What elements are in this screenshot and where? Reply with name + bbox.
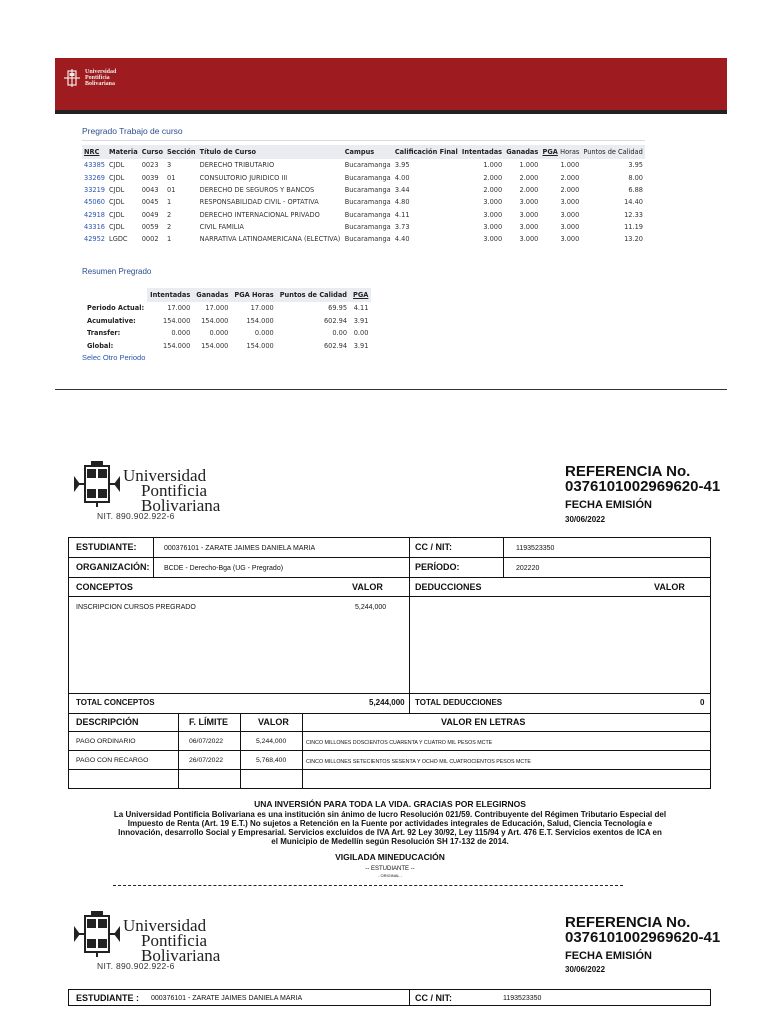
copy-sublabel: - ORIGINAL - <box>378 873 402 878</box>
subject: CJDL <box>109 210 125 219</box>
ccnit-value: 1193523350 <box>516 545 555 552</box>
subject: CJDL <box>109 173 125 182</box>
course-number: 0049 <box>141 210 159 219</box>
logo-word-3: Bolivariana <box>141 946 221 965</box>
campus: Bucaramanga <box>344 161 391 170</box>
issue-date-label: FECHA EMISIÓN <box>565 499 652 511</box>
ccnit-label: CC / NIT: <box>415 993 452 1003</box>
summary-col-puntos: Puntos de Calidad <box>277 288 350 302</box>
student-value: 000376101 - ZARATE JAIMES DANIELA MARIA <box>164 545 316 552</box>
col-horas: Horas <box>560 148 580 156</box>
summary-earned: 154.000 <box>201 316 229 325</box>
pay-surcharge-value: 5,768,400 <box>256 757 287 764</box>
summary-gpa: 3.91 <box>353 316 369 325</box>
col-materia: Materia <box>107 145 140 159</box>
final-grade: 4.40 <box>394 235 410 244</box>
summary-gpa-hours: 154.000 <box>246 342 274 351</box>
logo-word-3: Bolivariana <box>141 496 221 515</box>
course-title: CONSULTORIO JURIDICO III <box>199 173 288 182</box>
subject: CJDL <box>109 161 125 170</box>
gpa-hours: 3.000 <box>560 210 580 219</box>
page-divider <box>55 389 727 390</box>
col-divider <box>409 989 410 1006</box>
earned: 3.000 <box>519 210 539 219</box>
col-campus: Campus <box>343 145 393 159</box>
course-row <box>82 196 645 208</box>
quality-points: 13.20 <box>624 235 643 244</box>
course-number: 0059 <box>141 223 159 232</box>
nrc-link[interactable]: 43385 <box>84 161 105 170</box>
banner-logo-word-3: Bolivariana <box>85 81 116 87</box>
col-curso: Curso <box>140 145 165 159</box>
quality-points: 12.33 <box>624 210 643 219</box>
gpa-hours: 3.000 <box>560 223 580 232</box>
reference-number: 0376101002969620-41 <box>565 929 721 946</box>
concept-item-value: 5,244,000 <box>355 604 387 611</box>
campus: Bucaramanga <box>344 235 391 244</box>
course-row <box>82 221 645 233</box>
legal-line-1: La Universidad Pontificia Bolivariana es una institución sin ánimo de lucro Resolución 021/59. Contribuyente del Régimen Tributario Especial del <box>113 810 667 819</box>
final-grade: 4.80 <box>394 198 410 207</box>
summary-label: Transfer: <box>87 329 121 338</box>
cut-line <box>113 885 623 886</box>
receipt-logo-copy <box>72 910 220 963</box>
earned: 3.000 <box>519 235 539 244</box>
attempted: 3.000 <box>483 198 503 207</box>
summary-gpa-hours: 154.000 <box>246 316 274 325</box>
organization-value: BCDE - Derecho-Bga (UG - Pregrado) <box>164 565 284 572</box>
course-row <box>82 233 645 245</box>
final-grade: 4.11 <box>394 210 410 219</box>
crest-icon <box>72 460 122 508</box>
col-divider <box>153 537 154 577</box>
copy-label: -- ESTUDIANTE -- <box>365 866 415 872</box>
slogan: UNA INVERSIÓN PARA TODA LA VIDA. GRACIAS POR ELEGIRNOS <box>254 799 526 809</box>
earned: 2.000 <box>519 185 539 194</box>
banner-divider <box>55 110 727 114</box>
course-row <box>82 184 645 196</box>
summary-gpa: 4.11 <box>353 304 369 313</box>
legal-line-4: el Municipio de Medellín según Resolución SH 17-132 de 2014. <box>271 837 509 846</box>
quality-points: 3.95 <box>628 161 643 170</box>
col-seccion: Sección <box>165 145 198 159</box>
course-number: 0043 <box>141 185 159 194</box>
total-deductions-value: 0 <box>700 698 705 707</box>
total-concepts-value: 5,244,000 <box>369 698 405 707</box>
course-number: 0002 <box>141 235 159 244</box>
summary-earned: 0.000 <box>209 329 229 338</box>
summary-quality-points: 0.00 <box>332 329 348 338</box>
vigilada-label: VIGILADA MINEDUCACIÓN <box>335 852 445 862</box>
earned: 1.000 <box>519 161 539 170</box>
summary-attempted: 154.000 <box>163 342 191 351</box>
col-divider <box>240 713 241 789</box>
subject: LGDC <box>109 235 128 244</box>
deductions-value-label: VALOR <box>654 582 685 592</box>
pay-ordinary-value: 5,244,000 <box>256 738 287 745</box>
final-grade: 3.95 <box>394 161 410 170</box>
col-divider <box>302 713 303 789</box>
issue-date-label: FECHA EMISIÓN <box>565 950 652 962</box>
legal-line-3: Innovación, desarrollo Social y Empresarial. Servicios excluidos de IVA Art. 92 Ley 30/92, Ley 115/94 y Art. 476 E.T. Servicios exentos de ICA en <box>118 828 662 837</box>
campus: Bucaramanga <box>344 173 391 182</box>
banner-logo-word-2: Pontificia <box>85 75 110 81</box>
pay-col-value: VALOR <box>258 717 289 727</box>
course-number: 0045 <box>141 198 159 207</box>
logo-word-1: Universidad <box>123 466 207 485</box>
col-calificacion: Calificación Final <box>393 145 460 159</box>
col-nrc[interactable]: NRC <box>82 145 107 159</box>
summary-attempted: 17.000 <box>167 304 191 313</box>
summary-row <box>84 315 371 328</box>
summary-gpa: 0.00 <box>353 329 369 338</box>
campus: Bucaramanga <box>344 223 391 232</box>
section: 01 <box>167 173 176 182</box>
section: 01 <box>167 185 176 194</box>
summary-gpa-hours: 0.000 <box>254 329 274 338</box>
attempted: 1.000 <box>483 161 503 170</box>
summary-earned: 17.000 <box>205 304 229 313</box>
campus: Bucaramanga <box>344 210 391 219</box>
nit-label: NIT. 890.902.922-6 <box>97 961 175 971</box>
col-puntos: Puntos de Calidad <box>581 145 645 159</box>
logo-wordmark <box>123 918 220 963</box>
summary-earned: 154.000 <box>201 342 229 351</box>
deductions-label: DEDUCCIONES <box>415 582 482 592</box>
course-title: DERECHO TRIBUTARIO <box>199 161 275 170</box>
banner-logo-text <box>85 69 116 87</box>
course-table <box>82 145 645 246</box>
nrc-link[interactable]: 42918 <box>84 210 105 219</box>
student-value: 000376101 - ZARATE JAIMES DANIELA MARIA <box>151 995 303 1002</box>
summary-table <box>84 288 371 352</box>
reference-number: 0376101002969620-41 <box>565 478 721 495</box>
nit-label: NIT. 890.902.922-6 <box>97 511 175 521</box>
issue-date: 30/06/2022 <box>565 515 606 524</box>
col-divider <box>178 713 179 789</box>
logo-word-2: Pontificia <box>141 481 208 500</box>
nrc-link[interactable]: 45060 <box>84 198 105 207</box>
pay-col-letters: VALOR EN LETRAS <box>441 717 526 727</box>
earned: 3.000 <box>519 223 539 232</box>
course-title: RESPONSABILIDAD CIVIL - OPTATIVA <box>199 198 319 207</box>
select-period-link[interactable]: Selec Otro Periodo <box>82 353 146 362</box>
summary-quality-points: 602.94 <box>323 342 348 351</box>
row-divider <box>68 557 711 558</box>
legal-line-2: Impuesto de Renta (Art. 19 E.T.) No sujetos a Retención en la Fuente por actividades integrales de Educación, Salud, Ciencia Tecnología e <box>127 819 653 828</box>
issue-date: 30/06/2022 <box>565 965 606 974</box>
organization-label: ORGANIZACIÓN: <box>76 562 150 572</box>
summary-body <box>84 302 371 352</box>
summary-gpa-hours: 17.000 <box>250 304 274 313</box>
summary-title: Resumen Pregrado <box>82 267 152 276</box>
banner-logo-word-1: Universidad <box>85 69 117 75</box>
crest-icon <box>62 68 82 88</box>
quality-points: 6.88 <box>628 185 643 194</box>
gpa-hours: 3.000 <box>560 198 580 207</box>
nrc-link[interactable]: 33269 <box>84 173 105 182</box>
quality-points: 11.19 <box>624 223 643 232</box>
section: 3 <box>167 161 172 170</box>
logo-wordmark <box>123 468 220 513</box>
crest-icon <box>72 910 122 958</box>
summary-row <box>84 340 371 353</box>
summary-col-ganadas: Ganadas <box>193 288 231 302</box>
nrc-link[interactable]: 43316 <box>84 223 105 232</box>
gpa-hours: 2.000 <box>560 185 580 194</box>
subject: CJDL <box>109 198 125 207</box>
col-divider <box>503 537 504 577</box>
summary-gpa: 3.91 <box>353 342 369 351</box>
col-ganadas: Ganadas <box>504 145 540 159</box>
reference-title: REFERENCIA No. <box>565 463 691 480</box>
pay-ordinary-letters: CINCO MILLONES DOSCIENTOS CUARENTA Y CUATRO MIL PESOS MCTE <box>306 740 493 746</box>
row-divider <box>68 750 711 751</box>
quality-points: 14.40 <box>624 198 643 207</box>
col-pga-horas <box>540 145 581 159</box>
course-body <box>82 159 645 246</box>
banner-logo[interactable] <box>62 68 116 88</box>
student-label: ESTUDIANTE: <box>76 542 137 552</box>
section: 1 <box>167 235 172 244</box>
earned: 3.000 <box>519 198 539 207</box>
receipt-logo <box>72 460 220 513</box>
section: 2 <box>167 210 172 219</box>
subject: CJDL <box>109 185 125 194</box>
row-divider <box>68 713 711 714</box>
pay-surcharge-date: 26/07/2022 <box>189 757 224 764</box>
concepts-value-label: VALOR <box>352 582 383 592</box>
course-row <box>82 209 645 221</box>
total-deductions-label: TOTAL DEDUCCIONES <box>415 698 503 707</box>
ccnit-value: 1193523350 <box>503 995 542 1002</box>
col-titulo: Título de Curso <box>198 145 343 159</box>
course-title: DERECHO INTERNACIONAL PRIVADO <box>199 210 320 219</box>
col-pga[interactable]: PGA <box>542 148 558 156</box>
period-value: 202220 <box>516 565 540 572</box>
pay-ordinary-date: 06/07/2022 <box>189 738 224 745</box>
summary-row <box>84 302 371 315</box>
summary-label: Global: <box>87 342 114 351</box>
col-intentadas: Intentadas <box>460 145 504 159</box>
summary-label: Periodo Actual: <box>87 304 145 313</box>
student-label: ESTUDIANTE : <box>76 993 139 1003</box>
quality-points: 8.00 <box>628 173 643 182</box>
logo-word-2: Pontificia <box>141 931 208 950</box>
nrc-link[interactable]: 42952 <box>84 235 105 244</box>
pay-ordinary-desc: PAGO ORDINARIO <box>76 738 136 745</box>
pay-surcharge-desc: PAGO CON RECARGO <box>76 757 149 764</box>
course-section-title: Pregrado Trabajo de curso <box>82 126 183 136</box>
course-number: 0039 <box>141 173 159 182</box>
attempted: 3.000 <box>483 235 503 244</box>
subject: CJDL <box>109 223 125 232</box>
pay-surcharge-letters: CINCO MILLONES SETECIENTOS SESENTA Y OCHO MIL CUATROCIENTOS PESOS MCTE <box>306 759 531 765</box>
summary-quality-points: 69.95 <box>328 304 348 313</box>
row-divider <box>68 731 711 732</box>
summary-col-blank <box>84 288 147 302</box>
course-header-row <box>82 145 645 159</box>
concept-item: INSCRIPCION CURSOS PREGRADO <box>76 604 196 611</box>
university-banner <box>55 58 727 110</box>
nrc-link[interactable]: 33219 <box>84 185 105 194</box>
col-divider <box>409 537 410 713</box>
gpa-hours: 3.000 <box>560 235 580 244</box>
summary-row <box>84 327 371 340</box>
course-title: CIVIL FAMILIA <box>199 223 244 232</box>
summary-label: Acumulative: <box>87 316 136 325</box>
row-divider <box>68 769 711 770</box>
logo-word-1: Universidad <box>123 916 207 935</box>
section-rule <box>82 140 645 141</box>
attempted: 3.000 <box>483 223 503 232</box>
row-divider <box>68 596 711 597</box>
attempted: 2.000 <box>483 173 503 182</box>
row-divider <box>68 693 711 694</box>
final-grade: 3.73 <box>394 223 410 232</box>
legal-text <box>60 810 720 846</box>
summary-col-pga[interactable]: PGA <box>350 288 371 302</box>
pay-col-description: DESCRIPCIÓN <box>76 717 139 727</box>
summary-header-row <box>84 288 371 302</box>
course-row <box>82 171 645 183</box>
ccnit-label: CC / NIT: <box>415 542 452 552</box>
pay-col-deadline: F. LÍMITE <box>189 717 228 727</box>
attempted: 2.000 <box>483 185 503 194</box>
concepts-label: CONCEPTOS <box>76 582 133 592</box>
campus: Bucaramanga <box>344 198 391 207</box>
course-number: 0023 <box>141 161 159 170</box>
summary-col-pga-horas: PGA Horas <box>231 288 276 302</box>
course-title: DERECHO DE SEGUROS Y BANCOS <box>199 185 315 194</box>
attempted: 3.000 <box>483 210 503 219</box>
gpa-hours: 1.000 <box>560 161 580 170</box>
period-label: PERÍODO: <box>415 562 460 572</box>
reference-title: REFERENCIA No. <box>565 914 691 931</box>
campus: Bucaramanga <box>344 185 391 194</box>
section: 2 <box>167 223 172 232</box>
earned: 2.000 <box>519 173 539 182</box>
row-divider <box>68 577 711 578</box>
section: 1 <box>167 198 172 207</box>
course-title: NARRATIVA LATINOAMERICANA (ELECTIVA) <box>199 235 341 244</box>
summary-attempted: 154.000 <box>163 316 191 325</box>
final-grade: 4.00 <box>394 173 410 182</box>
total-concepts-label: TOTAL CONCEPTOS <box>76 698 155 707</box>
summary-col-intentadas: Intentadas <box>147 288 193 302</box>
summary-attempted: 0.000 <box>171 329 191 338</box>
gpa-hours: 2.000 <box>560 173 580 182</box>
summary-quality-points: 602.94 <box>323 316 348 325</box>
course-row <box>82 159 645 171</box>
receipt-table <box>68 537 711 789</box>
final-grade: 3.44 <box>394 185 410 194</box>
